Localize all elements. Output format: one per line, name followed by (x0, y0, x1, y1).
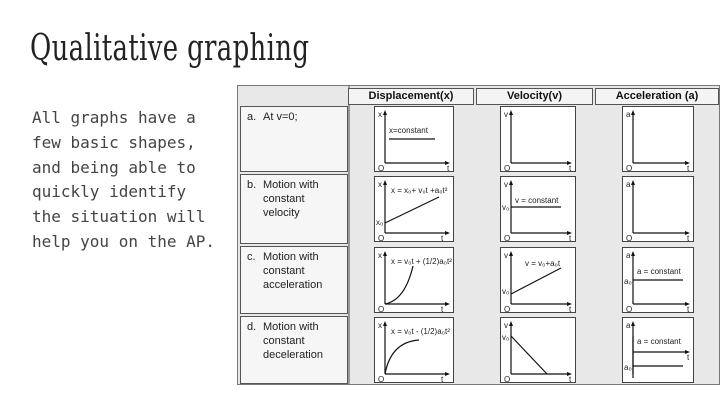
a0-label: a₀ (624, 363, 632, 372)
row-letter: c. (247, 251, 256, 263)
row-text: Motion with constant deceleration (263, 321, 323, 361)
origin-label: O (626, 305, 633, 314)
t-axis-label: t (569, 164, 572, 173)
graph-v-row-b (500, 176, 576, 242)
row-letter: b. (247, 179, 257, 191)
row-text: At v=0; (263, 111, 298, 123)
header-acceleration: Acceleration (a) (595, 88, 719, 105)
v0-label: v₀ (502, 333, 510, 342)
slide-body-text: All graphs have a few basic shapes, and being able to quickly identify the situation will help you on the AP. (32, 108, 216, 251)
y-axis-label: x (378, 321, 382, 330)
a0-label: a₀ (624, 277, 632, 286)
t-axis-label: t (569, 305, 572, 314)
a-equation-label: a = constant (637, 267, 681, 276)
origin-label: O (504, 375, 511, 384)
graph-x-row-c (374, 247, 454, 313)
t-axis-label: t (687, 234, 690, 243)
t-axis-label: t (447, 164, 450, 173)
y-axis-label: a (626, 180, 631, 189)
origin-label: O (504, 164, 511, 173)
graph-x-row-b (374, 176, 454, 242)
origin-label: O (378, 164, 385, 173)
graph-a-row-c (622, 247, 694, 313)
row-letter: d. (247, 321, 257, 333)
y-axis-label: a (626, 321, 631, 330)
motion-graph-table (237, 85, 720, 385)
y-axis-label: a (626, 251, 631, 260)
header-velocity: Velocity(v) (476, 88, 593, 105)
v0-label: v₀ (502, 203, 510, 212)
header-displacement: Displacement(x) (348, 88, 474, 105)
x-equation-label: x = v₀t - (1/2)a₀t² (391, 327, 450, 336)
t-axis-label: t (687, 353, 690, 362)
y-axis-label: x (378, 251, 382, 260)
y-axis-label: a (626, 110, 631, 119)
t-axis-label: t (687, 305, 690, 314)
graph-v-row-c (500, 247, 576, 313)
t-axis-label: t (441, 234, 444, 243)
origin-label: O (378, 234, 385, 243)
t-axis-label: t (441, 375, 444, 384)
x0-label: x₀ (376, 218, 384, 227)
v-equation-label: v = v₀+a₀t (525, 259, 561, 268)
row-label-a (240, 106, 348, 172)
t-axis-label: t (569, 375, 572, 384)
x-equation-label: x = x₀+ v₀t +a₀t² (391, 186, 448, 195)
row-label-b (240, 174, 348, 244)
graph-x-row-a (374, 106, 454, 172)
row-text: Motion with constant velocity (263, 179, 319, 219)
row-label-d (240, 316, 348, 384)
a-equation-label: a = constant (637, 337, 681, 346)
graph-a-row-a (622, 106, 694, 172)
v0-label: v₀ (502, 287, 510, 296)
x-equation-label: x=constant (389, 126, 428, 135)
row-label-c (240, 246, 348, 314)
graph-a-row-d (622, 317, 694, 383)
y-axis-label: v (504, 110, 508, 119)
y-axis-label: x (378, 180, 382, 189)
origin-label: O (504, 234, 511, 243)
origin-label: O (378, 375, 385, 384)
column-divider (348, 86, 350, 385)
t-axis-label: t (687, 164, 690, 173)
graph-v-row-d (500, 317, 576, 383)
origin-label: O (504, 305, 511, 314)
slide-title: Qualitative graphing (30, 28, 310, 69)
origin-label: O (378, 305, 385, 314)
v-equation-label: v = constant (515, 196, 559, 205)
origin-label: O (626, 164, 633, 173)
y-axis-label: v (504, 321, 508, 330)
row-text: Motion with constant acceleration (263, 251, 323, 291)
graph-v-row-a (500, 106, 576, 172)
y-axis-label: x (378, 110, 382, 119)
origin-label: O (626, 234, 633, 243)
t-axis-label: t (569, 234, 572, 243)
row-letter: a. (247, 111, 257, 123)
y-axis-label: v (504, 251, 508, 260)
graph-x-row-d (374, 317, 454, 383)
graph-a-row-b (622, 176, 694, 242)
x-equation-label: x = v₀t + (1/2)a₀t² (391, 257, 452, 266)
t-axis-label: t (441, 305, 444, 314)
y-axis-label: v (504, 180, 508, 189)
